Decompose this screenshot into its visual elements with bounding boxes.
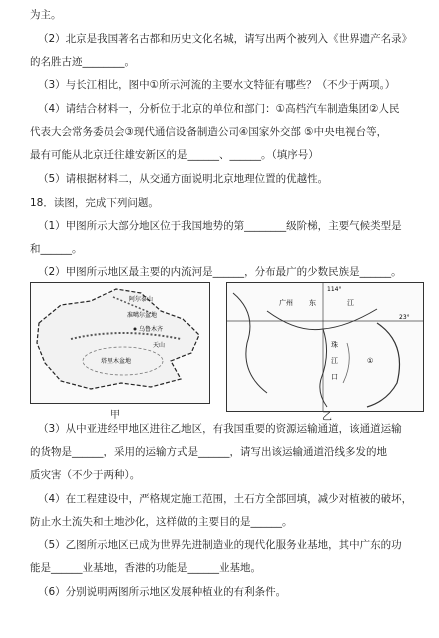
text-line: 防止水土流失和土地沙化，这样做的主要目的是______。 <box>30 516 293 528</box>
map-label: 114° <box>327 286 342 293</box>
text-line: （3）从中亚进经甲地区进往乙地区，有我国重要的资源运输通道，该通道运输 <box>38 423 402 435</box>
map-label: 乌鲁木齐 <box>139 326 164 333</box>
text-line: 和______。 <box>30 243 83 255</box>
map-label: ① <box>367 357 374 365</box>
text-line: （5）请根据材料二，从交通方面说明北京地理位置的优越性。 <box>38 173 329 185</box>
maps-figure <box>30 282 425 423</box>
map-label: 塔里木盆地 <box>101 358 132 365</box>
map-label: 阿尔泰山 <box>129 296 154 303</box>
text-line: （4）在工程建设中，严格规定施工范围，土石方全部回填，减少对植被的破坏， <box>38 493 413 505</box>
text-line: （2）北京是我国著名古都和历史文化名城，请写出两个被列入《世界遗产名录》 <box>38 33 413 45</box>
text-line: （3）与长江相比，图中①所示河流的主要水文特征有哪些？（不少于两项。） <box>38 79 396 91</box>
map-label: 东 <box>309 299 316 307</box>
map-label: 准噶尔盆地 <box>127 312 158 319</box>
map-label: 天山 <box>153 342 166 349</box>
map-jia-drawing <box>31 283 209 403</box>
text-line: 代表大会常务委员会③现代通信设备制造公司④国家外交部 ⑤中央电视台等， <box>30 126 388 138</box>
text-line: （6）分别说明两图所示地区发展种植业的有利条件。 <box>38 586 287 598</box>
map-jia <box>30 282 210 404</box>
map-label: 江 <box>331 357 338 365</box>
map-label: 珠 <box>331 341 338 349</box>
map-label: 江 <box>347 299 354 307</box>
text-line: （1）甲图所示大部分地区位于我国地势的第________级阶梯，主要气候类型是 <box>38 220 402 232</box>
text-line: 能是______业基地，香港的功能是______业基地。 <box>30 562 261 574</box>
text-line: 为主。 <box>30 9 62 21</box>
text-line: 最有可能从北京迁往雄安新区的是______、______。（填序号） <box>30 149 319 161</box>
text-line: （4）请结合材料一，分析位于北京的单位和部门：①高档汽车制造集团②人民 <box>38 103 400 115</box>
map-yi-caption: 乙 <box>322 412 332 423</box>
map-label: 23° <box>399 314 410 321</box>
text-line: （2）甲图所示地区最主要的内流河是______，分布最广的少数民族是______。 <box>38 266 402 278</box>
map-yi <box>226 282 424 412</box>
text-line: 质灾害（不少于两种）。 <box>30 469 141 481</box>
map-yi-drawing <box>227 283 423 411</box>
text-line: 的货物是______，采用的运输方式是______，请写出该运输通道沿线多发的地 <box>30 446 387 458</box>
map-jia-caption: 甲 <box>110 410 120 421</box>
map-label: 广州 <box>279 299 293 307</box>
map-label: 口 <box>331 373 338 381</box>
text-line: （5）乙图所示地区已成为世界先进制造业的现代化服务业基地，其中广东的功 <box>38 539 402 551</box>
question-heading: 18．读图，完成下列问题。 <box>30 197 159 209</box>
text-line: 的名胜古迹________。 <box>30 56 135 68</box>
